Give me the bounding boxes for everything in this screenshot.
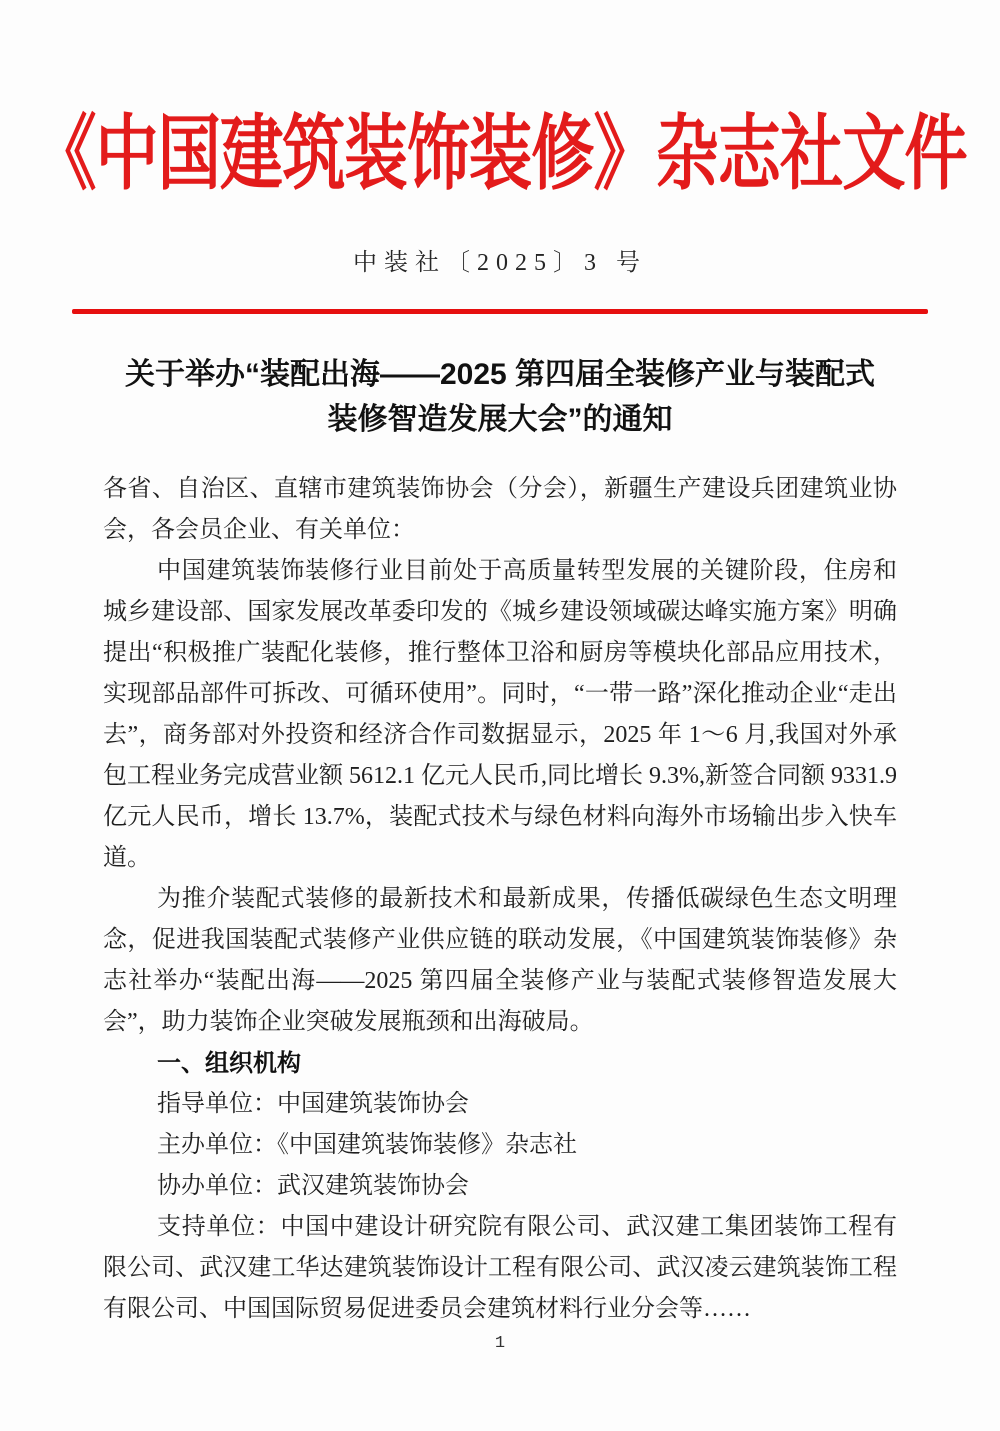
- host-unit-line: 主办单位：《中国建筑装饰装修》杂志社: [157, 1132, 577, 1158]
- industry-overview-paragraph: 中国建筑装饰装修行业目前处于高质量转型发展的关键阶段，住房和城乡建设部、国家发展改革委印发的《城乡建设领域碳达峰实施方案》明确提出“积极推广装配化装修，推行整体卫浴和厨房等模块化部品应用技术，实现部品部件可拆改、可循环使用”。同时，“一带一路”深化推动企业“走出去”，商务部对外投资和经济合作司数据显示，2025 年 1～6 月,我国对外承包工程业务完成营业额 5612.1 亿元人民币,同比增长 9.3%,新签合同额 9331.9 亿元人民币，增长 13.7%，装配式技术与绿色材料向海外市场输出步入快车道。: [103, 558, 897, 871]
- notice-title-line1: 关于举办“装配出海——2025 第四届全装修产业与装配式: [124, 358, 876, 391]
- salutation-paragraph: 各省、自治区、直辖市建筑装饰协会（分会），新疆生产建设兵团建筑业协会，各会员企业、有关单位：: [103, 476, 897, 543]
- page-number: 1: [494, 1334, 506, 1353]
- co-organizer-unit-line: 协办单位：武汉建筑装饰协会: [157, 1173, 469, 1199]
- org-banner-title: 《中国建筑装饰装修》杂志社文件: [33, 110, 967, 200]
- document-body: [103, 469, 897, 1330]
- guiding-unit-line: 指导单位：中国建筑装饰协会: [157, 1091, 469, 1117]
- red-divider-rule: [72, 309, 928, 314]
- section-heading-organization: 一、组织机构: [157, 1050, 301, 1077]
- support-units-paragraph: 支持单位：中国中建设计研究院有限公司、武汉建工集团装饰工程有限公司、武汉建工华达建筑装饰设计工程有限公司、武汉凌云建筑装饰工程有限公司、中国国际贸易促进委员会建筑材料行业分会等……: [103, 1214, 897, 1322]
- event-purpose-paragraph: 为推介装配式装修的最新技术和最新成果，传播低碳绿色生态文明理念，促进我国装配式装修产业供应链的联动发展，《中国建筑装饰装修》杂志社举办“装配出海——2025 第四届全装修产业与装配式装修智造发展大会”，助力装饰企业突破发展瓶颈和出海破局。: [103, 886, 897, 1035]
- doc-issue-number: 中装社〔2025〕3 号: [353, 250, 647, 276]
- notice-title-line2: 装修智造发展大会”的通知: [327, 403, 673, 436]
- notice-title: [0, 352, 1000, 442]
